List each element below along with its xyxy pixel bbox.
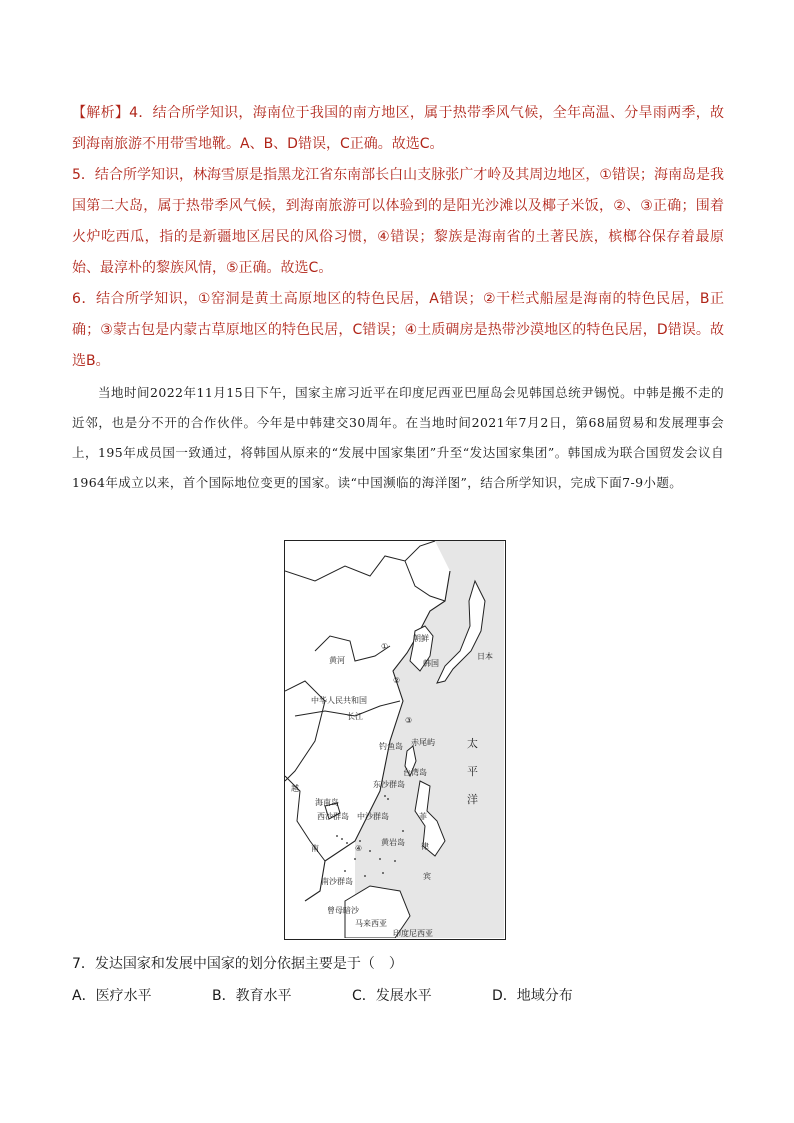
label-nansha: 南沙群岛 xyxy=(321,877,353,886)
label-n1: ① xyxy=(381,642,389,651)
label-n3: ③ xyxy=(405,716,413,725)
question-7-stem: 7．发达国家和发展中国家的划分依据主要是于（ ） xyxy=(72,956,403,972)
label-tai: 太 xyxy=(467,737,478,750)
option-b xyxy=(212,986,292,1006)
label-zhongsha: 中沙群岛 xyxy=(357,812,389,821)
analysis-q5: 5．结合所学知识，林海雪原是指黑龙江省东南部长白山支脉张广才岭及其周边地区，①错误；海南岛是我国第二大岛，属于热带季风气候，到海南旅游可以体验到的是阳光沙滩以及椰子米饭，②、③正确；围着火炉吃西瓜，指的是新疆地区居民的风俗习惯，④错误；黎族是海南省的土著民族，槟榔谷保存着最原始、最淳朴的黎族风情，⑤正确。故选C。 xyxy=(72,167,724,276)
analysis-q6: 6．结合所学知识，①窑洞是黄土高原地区的特色民居，A错误；②干栏式船屋是海南的特色民居，B正确；③蒙古包是内蒙古草原地区的特色民居，C错误；④土质碉房是热带沙漠地区的特色民居，D错误。故选B。 xyxy=(72,291,724,369)
label-diaoyudao: 钓鱼岛 xyxy=(379,742,403,751)
passage-text: 当地时间2022年11月15日下午，国家主席习近平在印度尼西亚巴厘岛会见韩国总统尹锡悦。中韩是搬不走的近邻，也是分不开的合作伙伴。今年是中韩建交30周年。在当地时间2021年7月2日，第68届贸易和发展理事会上，195年成员国一致通过，将韩国从原来的“发展中国家集团”升至“发达国家集团”。韩国成为联合国贸发会议自1964年成立以来，首个国际地位变更的国家。读“中国濒临的海洋图”，结合所学知识，完成下面7-9小题。 xyxy=(72,385,724,490)
western-border xyxy=(285,681,325,861)
china-seas-map xyxy=(284,540,506,940)
label-bin: 宾 xyxy=(423,872,431,881)
label-prc: 中华人民共和国 xyxy=(311,696,367,705)
label-nan: 南 xyxy=(311,844,319,853)
label-changjiang: 长江 xyxy=(347,712,363,721)
label-riben: 日本 xyxy=(477,652,493,661)
northern-border xyxy=(285,541,445,601)
label-hanguo: 韩国 xyxy=(423,659,439,668)
option-b-text: 教育水平 xyxy=(235,988,292,1004)
option-d xyxy=(492,986,573,1006)
label-chaoxian: 朝鲜 xyxy=(413,634,429,643)
label-dongsha: 东沙群岛 xyxy=(373,780,405,789)
option-a-text: 医疗水平 xyxy=(95,988,152,1004)
option-d-text: 地域分布 xyxy=(516,988,573,1004)
label-taiwandao: 台湾岛 xyxy=(403,768,427,777)
label-yue: 越 xyxy=(291,784,299,793)
label-yindunixiya: 印度尼西亚 xyxy=(393,929,433,938)
yellow-river xyxy=(315,636,390,661)
analysis-q4: 【解析】4．结合所学知识，海南位于我国的南方地区，属于热带季风气候，全年高温、分旱雨两季，故到海南旅游不用带雪地靴。A、B、D错误，C正确。故选C。 xyxy=(72,105,724,152)
option-d-label: D． xyxy=(492,988,517,1004)
label-huangyandao: 黄岩岛 xyxy=(381,838,405,847)
label-n4: ④ xyxy=(355,844,363,853)
option-c-text: 发展水平 xyxy=(375,988,432,1004)
label-hainandao: 海南岛 xyxy=(315,798,339,807)
option-b-label: B． xyxy=(212,988,236,1004)
label-xisha: 西沙群岛 xyxy=(317,812,349,821)
option-c xyxy=(352,986,432,1006)
label-fei: 菲 xyxy=(419,812,427,821)
label-ping: 平 xyxy=(467,765,478,778)
reading-passage xyxy=(72,378,724,498)
label-yang: 洋 xyxy=(467,793,478,806)
label-chiweiyu: 赤尾屿 xyxy=(411,738,435,747)
label-zengmu: 曾母暗沙 xyxy=(327,906,359,915)
label-malaixiya: 马来西亚 xyxy=(355,919,387,928)
option-a-label: A． xyxy=(72,988,96,1004)
label-huanghe: 黄河 xyxy=(329,656,345,665)
option-c-label: C． xyxy=(352,988,376,1004)
option-a xyxy=(72,986,152,1006)
label-lv: 律 xyxy=(421,842,429,851)
analysis-block xyxy=(72,98,724,377)
label-n2: ② xyxy=(393,676,401,685)
